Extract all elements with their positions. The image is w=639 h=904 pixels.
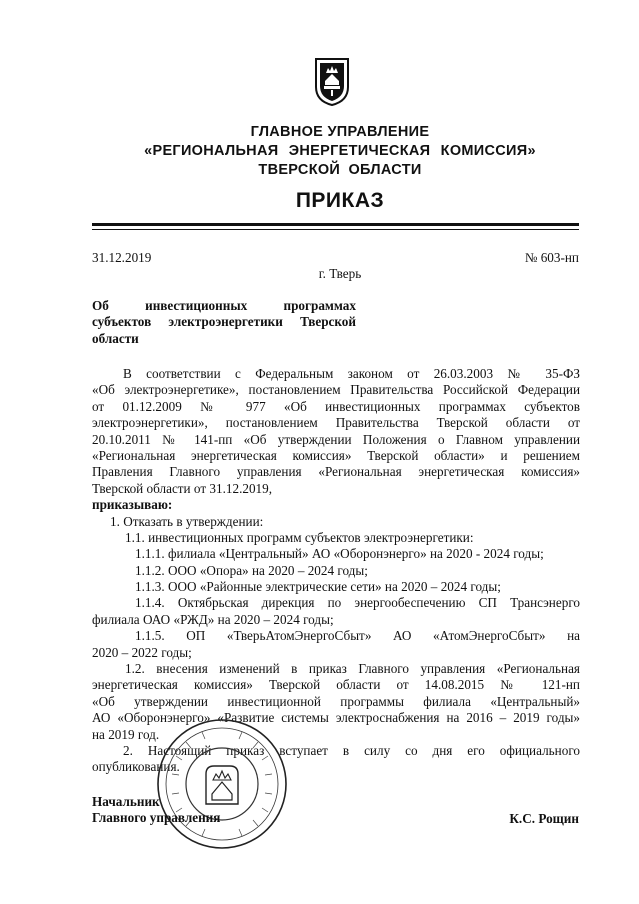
tver-coat-of-arms-icon [313,57,351,107]
order-city: г. Тверь [318,266,362,281]
subject-line: области [92,330,139,346]
subject-line: субъектов электроэнергетики Тверской [92,314,356,330]
item-1-1-4-cont: филиала ОАО «РЖД» на 2020 – 2024 годы; [92,611,334,627]
order-date: 31.12.2019 [92,250,152,265]
signer-position-line: Главного управления [92,810,221,826]
order-body [92,366,580,776]
item-1-2: 1.2. внесения изменений в приказ Главного управления «Региональная [125,661,580,677]
order-word: приказываю: [92,497,173,513]
item-1-1-4: 1.1.4. Октябрьская дирекция по энергообеспечению СП Трансэнерго [135,595,580,611]
item-1-1-2: 1.1.2. ООО «Опора» на 2020 – 2024 годы; [135,562,368,578]
signer-name: К.С. Рощин [509,811,579,826]
document-type-title: ПРИКАЗ [295,189,385,212]
preamble-line: «Региональная энергетическая комиссия» Тверской области» и решением [92,447,580,463]
signer-position [92,794,220,827]
item-1-2-cont: энергетическая комиссия» Тверской области от 14.08.2015 № 121-нп [92,677,580,693]
item-1-1: 1.1. инвестиционных программ субъектов электроэнергетики: [125,529,474,545]
signer-position-line: Начальник [92,794,160,809]
header-rule-thin [92,229,579,230]
order-subject [92,298,356,347]
preamble-line: Правления Главного управления «Региональная энергетическая комиссия» [92,464,580,480]
order-number: № 603-нп [524,250,579,265]
subject-line: Об инвестиционных программах [92,298,356,313]
preamble-line: 20.10.2011 № 141-пп «Об утверждении Положения о Главном управлении [92,431,580,447]
preamble-line: Тверской области от 31.12.2019, [92,480,273,496]
item-1-1-5-cont: 2020 – 2022 годы; [92,644,192,660]
item-1-2-cont: «Об утверждении инвестиционной программы филиала «Центральный» [92,693,580,709]
preamble-line: от 01.12.2009 № 977 «Об инвестиционных программах субъектов [92,398,580,414]
item-1-2-cont: на 2019 год. [92,726,160,742]
org-name-line-2: «РЕГИОНАЛЬНАЯ ЭНЕРГЕТИЧЕСКАЯ КОМИССИЯ» [144,143,536,159]
item-1-1-5: 1.1.5. ОП «ТверьАтомЭнергоСбыт» АО «АтомЭнергоСбыт» на [135,628,580,644]
item-1-1-3: 1.1.3. ООО «Районные электрические сети» на 2020 – 2024 годы; [135,579,501,595]
preamble-line: электроэнергетики», постановлением Правительства Тверской области от [92,415,580,431]
item-1-1-1: 1.1.1. филиала «Центральный» АО «Оборонэнерго» на 2020 - 2024 годы; [135,546,544,562]
org-name-line-1: ГЛАВНОЕ УПРАВЛЕНИЕ [250,124,430,140]
item-1: 1. Отказать в утверждении: [110,513,264,529]
official-round-seal-icon [154,716,290,852]
item-2-cont: опубликования. [92,759,180,775]
preamble-line: «Об электроэнергетике», постановлением Правительства Российской Федерации [92,382,580,398]
item-1-2-cont: АО «Оборонэнерго» «Развитие системы электроснабжения на 2016 – 2019 годы» [92,710,580,726]
item-2: 2. Настоящий приказ вступает в силу со дня его официального [123,742,580,758]
preamble-line: В соответствии с Федеральным законом от 26.03.2003 № 35-ФЗ [123,366,580,381]
org-name-line-3: ТВЕРСКОЙ ОБЛАСТИ [258,162,422,178]
header-rule-thick [92,223,579,226]
